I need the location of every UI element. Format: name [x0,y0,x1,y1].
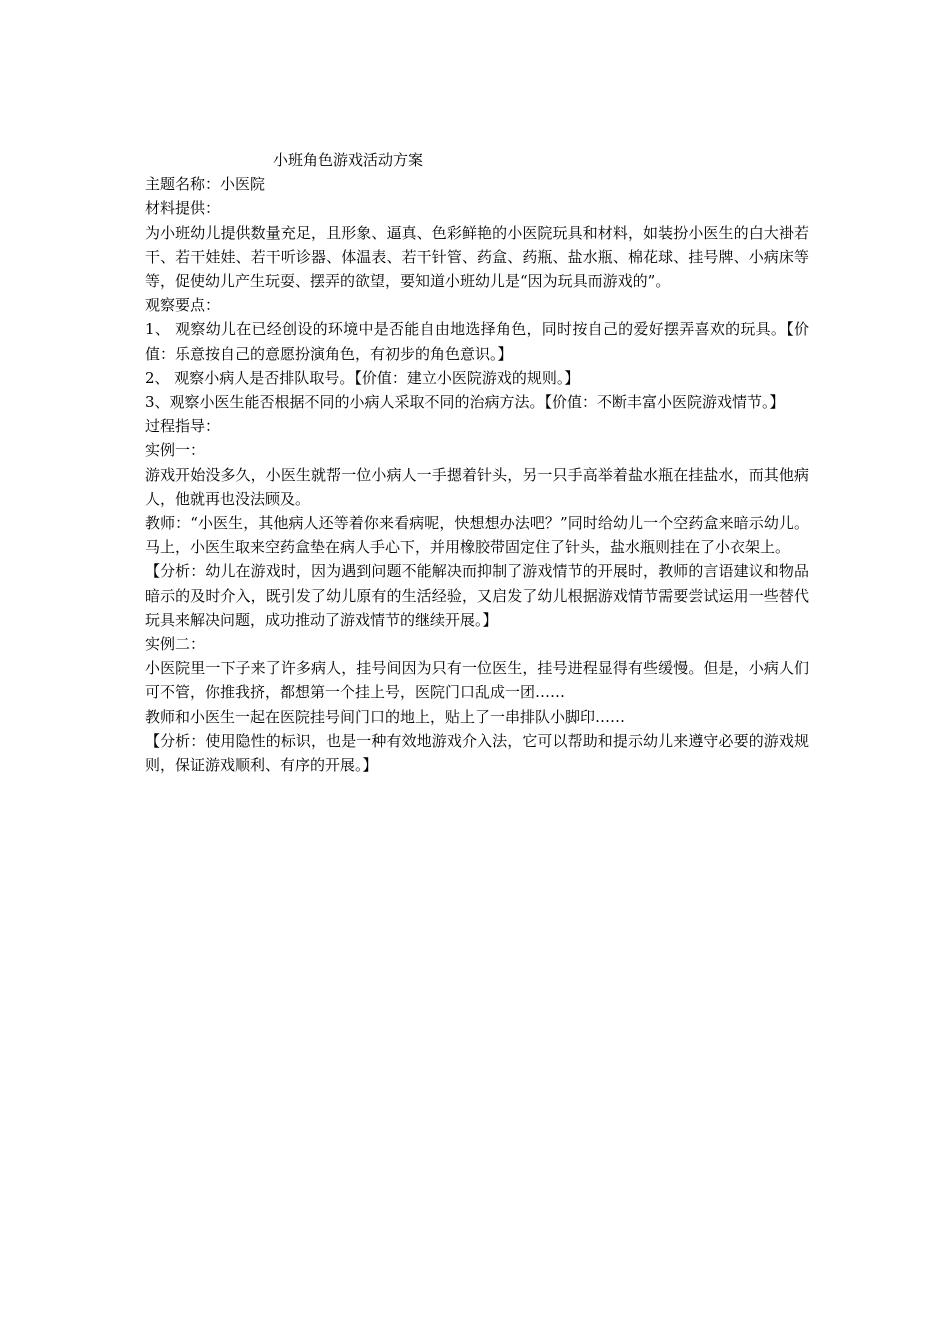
example1-paragraph-1: 游戏开始没多久，小医生就帮一位小病人一手摁着针头，另一只手高举着盐水瓶在挂盐水，而其他病人，他就再也没法顾及。 [145,465,809,508]
example2-heading: 实例二： [145,635,206,654]
materials-paragraph: 为小班幼儿提供数量充足，且形象、逼真、色彩鲜艳的小医院玩具和材料，如装扮小医生的白大褂若干、若干娃娃、若干听诊器、体温表、若干针管、药盒、药瓶、盐水瓶、棉花球、挂号牌、小病床等等，促使幼儿产生玩耍、摆弄的欲望，要知道小班幼儿是“因为玩具而游戏的”。 [145,223,809,291]
example2-paragraph-2: 教师和小医生一起在医院挂号间门口的地上，贴上了一串排队小脚印…… [145,707,626,726]
example1-paragraph-2: 教师：“小医生，其他病人还等着你来看病呢，快想想办法吧？”同时给幼儿一个空药盒来暗示幼儿。马上，小医生取来空药盒垫在病人手心下，并用橡胶带固定住了针头，盐水瓶则挂在了小衣架上。 [145,514,809,557]
document-title: 小班角色游戏活动方案 [273,151,424,169]
observation-item-1: 1、 观察幼儿在已经创设的环境中是否能自由地选择角色，同时按自己的爱好摆弄喜欢的玩具。【价值：乐意按自己的意愿扮演角色，有初步的角色意识。】 [145,320,809,363]
theme-line: 主题名称：小医院 [145,175,266,194]
observation-item-3: 3、观察小医生能否根据不同的小病人采取不同的治病方法。【价值：不断丰富小医院游戏情节。】 [145,393,785,412]
materials-heading: 材料提供： [145,199,221,218]
observation-heading: 观察要点： [145,296,221,315]
document-page [145,148,809,777]
example2-analysis: 【分析：使用隐性的标识，也是一种有效地游戏介入法，它可以帮助和提示幼儿来遵守必要的游戏规则，保证游戏顺利、有序的开展。】 [145,731,809,775]
process-heading: 过程指导： [145,417,221,436]
example1-heading: 实例一： [145,441,206,460]
example2-paragraph-1: 小医院里一下子来了许多病人，挂号间因为只有一位医生，挂号进程显得有些缓慢。但是，小病人们可不管，你推我挤，都想第一个挂上号，医院门口乱成一团…… [145,659,809,702]
example1-analysis: 【分析：幼儿在游戏时，因为遇到问题不能解决而抑制了游戏情节的开展时，教师的言语建议和物品暗示的及时介入，既引发了幼儿原有的生活经验，又启发了幼儿根据游戏情节需要尝试运用一些替代玩具来解决问题，成功推动了游戏情节的继续开展。】 [145,562,809,629]
observation-item-2: 2、 观察小病人是否排队取号。【价值：建立小医院游戏的规则。】 [145,368,580,387]
